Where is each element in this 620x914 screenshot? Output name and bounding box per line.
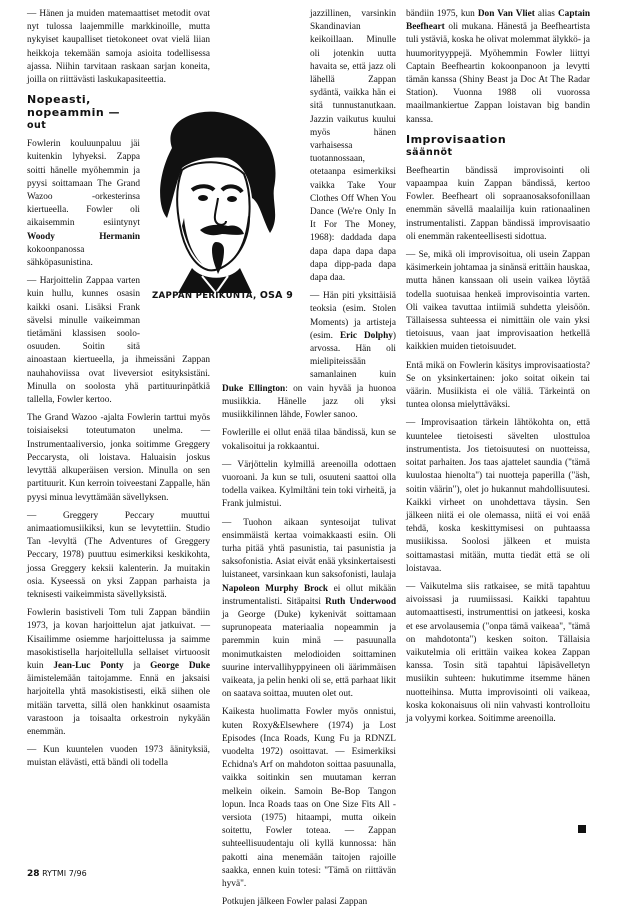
- paragraph: — Vaikutelma siis ratkaisee, se mitä tapahtuu aivoissasi ja ruumiissasi. Kaikki tapahtuu automaattisesti, instrumenttisi on jatkeesi, koska et ese arvolausemia ("onpa tämä vaikeaa", "tämä on mahdotonta") kesken soiton. Tällaisia vaikutelmia oli erittäin vaikea kokea Zappan kanssa. Tosin sitä tapahtui läpisävelletyn musiikin suhteen: hukutimme itsemme hänen nuotteihinsa. Mutta improvisointi oli vaikeaa, koska kokonaisuus oli niin vahvasti kontrolloitu ja volyymi korkea. Soitimme areenoilla.: [406, 581, 590, 724]
- name-bold: Woody Hermanin: [27, 231, 140, 242]
- paragraph: — Improvisaation tärkein lähtökohta on, että kuuntelee tietoisesti sävelten ulosttuloa instrumentista. Jos tietoisuutesi on nuotteissa, soitat parhaiten. Jos taas ajattelet saundia ("tämä kuulostaa hienolta") tai nuotteja paperilla ("äsh, soitin väärin"), olet jo hukannut mahdollisuutesi. Kaikki virheet on unohdettava täysin. Sen jälkeen niitä ei ole olemassa, niitä ei voi enää tehdä, koska keskittymisesi on puhtaassa musiikissa. Soolosi jälkeen et muista soittamastasi mitään, mutta tiedät että se oli loistavaa.: [406, 418, 590, 574]
- text: ja George (Duke) kykenivät soittamaan suprunopeata materiaalia nopeammin ja paremmin kuin minä — pasuunalla monimutkaisten melodioiden soittaminen suurine intervallihyppyineen oli äärimmäisen vaikeata, ja pelin henki oli se, että parhaat likit on saatava soittaa, muuten olet out.: [222, 609, 396, 700]
- heading-line: out: [27, 120, 47, 132]
- zappa-portrait-illustration: [132, 108, 288, 293]
- text: Fowlerin kouluunpaluu jäi kuitenkin lyhyeksi. Zappa soitti hänelle myöhemmin ja pyysi soittamaan The Grand Wazoo -orkesterinsa kiertueella. Fowler oli aikaisemmin esiintynyt: [27, 139, 140, 229]
- name-bold: Jean-Luc Ponty: [53, 660, 124, 671]
- name-bold: Eric Dolphy: [339, 330, 393, 341]
- caption-text: ZAPPAN PERIKUNTA,: [152, 291, 257, 301]
- text: Fowlerin basistiveli Tom tuli Zappan bändiin 1973, ja kovan harjoittelun ajat jatkuivat. — Kisailimme osiemme harjoittelussa ja saimme masokistisella harjoitellulla sellaiset virtuoosit kuin: [27, 608, 210, 671]
- paragraph: Beefheartin bändissä improvisointi oli vapaampaa kuin Zappan bändissä, kertoo Fowler. Beefheart oli sopraanosaksofonillaan enemmän sävellä maalailija kuin rationaalinen instrumentalisti. Zappan bändissä improvisaatio oli enemmän rakenteellisesti sidottua.: [406, 165, 590, 242]
- name-bold: George Duke: [150, 660, 210, 671]
- text: ) arvossa. Hän oli mielipiteissään samanlainen kuin: [310, 330, 396, 381]
- paragraph: — Harjoittelin Zappaa varten kuin hullu, kunnes osasin kaikki osani. Lisäksi Frank sävelsi minulle vaikeimman tietämäni klassisen soolo-osuuden. Soitin sitä ainoastaan kiertueella, ja ihmeissäni Zappan nauhahoviissa ovat liveversiot esityksistäni. Minulla on soolosta yhä partituurinpätkiä tallella, Fowler kertoo.: [27, 276, 210, 406]
- paragraph: — Värjöttelin kylmillä areenoilla odottaen vuoroani. Ja kun se tuli, osuuteni saattoi olla todella vaikea. Kylmiltäni tein toki virheitä, ja Frank julmistui.: [222, 459, 396, 510]
- name-bold: Ruth Underwood: [325, 596, 397, 607]
- text: ja: [123, 660, 151, 671]
- name-bold: Napoleon Murphy Brock: [222, 583, 329, 594]
- page-number: 28: [27, 869, 40, 879]
- heading-line: Improvisaation: [406, 132, 507, 146]
- text: — Hän piti yksittäisiä teoksia (esim. Stolen Moments) ja artisteja (esim.: [310, 291, 396, 341]
- caption-part-number: OSA 9: [259, 290, 294, 301]
- paragraph: jazzillinen, varsinkin Skandinavian keikoillaan. Minulle oli jotenkin uutta havaita se, että jazz oli lähellä Zappan sydäntä, vaikka hän ei sitä tunnustanutkaan. Jazzin vaikutus kuului myös hänen varhaisessa tuotannossaan, otetaanpa esimerkiksi vaikka Take Your Clothes Off When You Dance (We're Only In It For The Money, 1968): daddada dapa dapa dapa dapa dapa dapa dipp-pada dapa dapa daa.: [310, 9, 396, 284]
- text: : on vain hyvää ja huonoa musiikkia. Hänelle jazz oli yksi musiikkilinnen lähde, Fowler sanoo.: [222, 383, 396, 421]
- text: — Tuohon aikaan syntesoijat tulivat ensimmäistä kertaa voimakkaasti esiin. Oli turha pitää yhtä pasunistia, tai pasunistia ja saksofonistia. Asiat eivät enää yksinkertaisesti luistaneet, varsinkaan kun saksofonisti, laulaja: [222, 517, 396, 581]
- paragraph: Fowlerille ei ollut enää tilaa bändissä, kun se vokalisoitui ja rokkaantui.: [222, 428, 396, 452]
- heading-line: nopeammin —: [27, 106, 121, 120]
- name-bold: Don Van Vliet: [477, 9, 535, 19]
- text: oli mukana. Hänestä ja Beefheartista tuli ystäviä, koska he olivat molemmat älykkö- ja huumorityyppejä. Myöhemmin Fowler liittyi Captain Beefheartin kokoonpanoon ja levytti tämän kanssa (Shiny Beast ja Doc At The Radar Station). Vuonna 1988 oli vuorossa maailmankiertue Zappan loistavan big bandin kanssa.: [406, 22, 590, 125]
- paragraph: The Grand Wazoo -ajalta Fowlerin tarttui myös toisiaiseksi toteutumaton unelma. — Instrumentaaliversio, jonka soitimme Greggery Peccarysta, oli loistava. Haluaisin joskus levyttää alkuperäisen version. Minulla on sen partituurit. Kun kerroin toiveestani Zappalle, hän pyysi minua levyttämään sävellyksen.: [27, 413, 210, 503]
- series-caption: [152, 290, 294, 301]
- text: alias: [534, 9, 558, 19]
- article-column-3: [406, 8, 590, 731]
- text: äimistelemään taitojamme. Ennä en jaksaisi harjoitella yhtä masokistisesti, eikä siihen ole mitään tarvetta, sillä olen hankkinut osaamista varastoon ja toisaalta orkestroin nykyään enemmän.: [27, 674, 210, 737]
- paragraph: — Kun kuuntelen vuoden 1973 äänityksiä, muistan elävästi, että bändi oli todella: [27, 745, 210, 769]
- paragraph: — Se, mikä oli improvisoitua, oli usein Zappan käsimerkein johtamaa ja sinänsä erittäin hauskaa, mutta hänen kanssaan oli usein vaikea löytää todella suotuisaa henkeä improvisointia varten. Oli vaikea tavuttaa intiimiä suhdetta yleisöön. Tällaisessa suhteessa ei nimittäin ole vain yksi tietoisuus, vaan jaat improvisaation hetkellä kaikkien muiden tietoisuudet.: [406, 250, 590, 353]
- article-end-mark-icon: [578, 825, 586, 833]
- paragraph: Potkujen jälkeen Fowler palasi Zappan: [222, 897, 368, 908]
- magazine-issue: RYTMI 7/96: [42, 869, 87, 878]
- name-bold: Captain Beefheart: [406, 9, 590, 33]
- section-heading: [406, 133, 590, 159]
- heading-line: Nopeasti,: [27, 93, 91, 107]
- text: kokoonpanossa sähköpasunistina.: [27, 244, 93, 269]
- paragraph: [27, 607, 210, 739]
- paragraph: Entä mikä on Fowlerin käsitys improvisaatiosta? Se on yksinkertainen: joko soitat oikein tai väärin. Musiikista ei ole väliä. Tärkeintä on tuntea olonsa mielyttäväksi.: [406, 360, 590, 411]
- name-bold: Duke Ellington: [222, 383, 286, 394]
- heading-line: säännöt: [406, 146, 453, 158]
- paragraph: — Hänen ja muiden matemaattiset metodit ovat nyt tulossa laajemmille markkinoille, mutta nykyiset kaupalliset tietokoneet ovat vielä liian heikkoja tekemään samoja asioita todellisessa ajassa. Niihin tarvitaan raskaan sarjan koneita, joilla on riittävästi laskukapasiteettia.: [27, 9, 210, 86]
- page-footer: [27, 869, 87, 879]
- paragraph: [222, 517, 396, 702]
- paragraph: — Greggery Peccary muuttui animaatiomusiikiksi, kun se levytettiin. Studio Tan -levyltä (The Adventures of Greggery Peccary, 1978) puuttuu esimerkiksi keskikohta, jossa Greggery keksii kalenterin. Ja muitakin osia. Kyseessä on yksi Zappan parhaista ja teknisesti vaikeimmista sävellyksistä.: [27, 510, 210, 600]
- text: ei ollut mikään instrumentalisti. Sitäpaitsi: [222, 583, 396, 607]
- paragraph: Kaikesta huolimatta Fowler myös onnistui, kuten Roxy&Elsewhere (1974) ja Lost Episodes (Inca Roads, Kung Fu ja RDNZL vuodelta 1972) osoittavat. — Esimerkiksi Echidna's Arf on mahdoton soittaa pasuunalla, vaikka soitinkin sen muutaman kerran melkein oikein. Samoin Be-Bop Tangon lopun. Inca Roads taas on One Size Fits All -versiota (1975) hitaampi, mutta oikein soitettu, Fowler toteaa. — Zappan suhteellisuudentaju oli kyllä kunnossa: hän pakotti aina menemään taitojen rajoille saakka, ennen kuin totesi: "Tämä on riittävän hyvä".: [222, 707, 396, 889]
- text: bändiin 1975, kun: [406, 9, 478, 19]
- paragraph: [406, 8, 590, 127]
